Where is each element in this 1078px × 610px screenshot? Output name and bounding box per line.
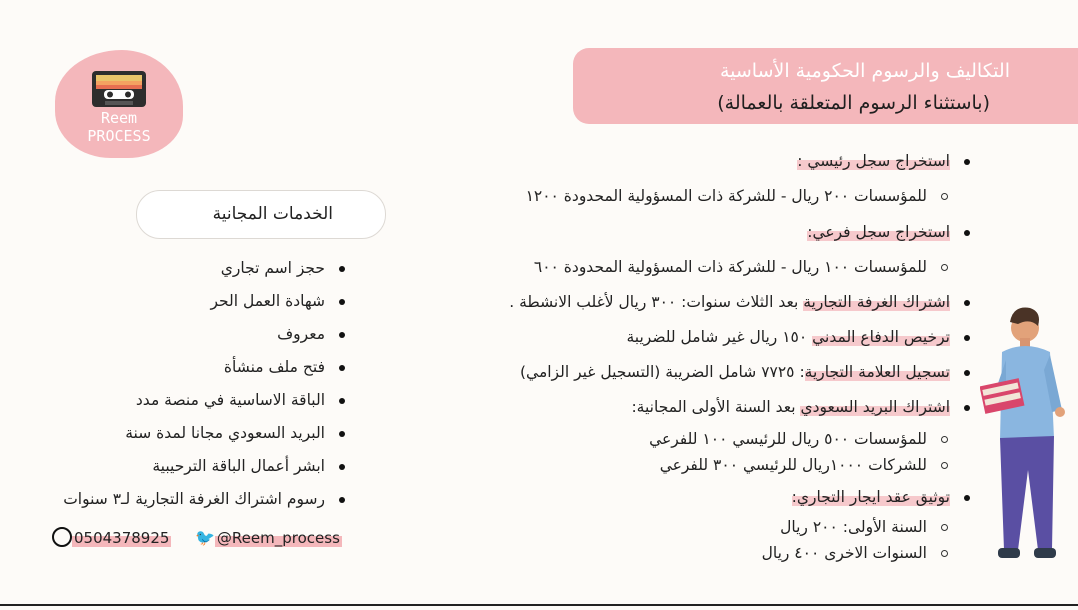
chamber-item: اشتراك الغرفة التجارية بعد الثلاث سنوات: ٣٠٠ ريال لأغلب الانشطة . [509,293,970,311]
list-item: الباقة الاساسية في منصة مدد [136,391,345,409]
civil-defense-item: ترخيص الدفاع المدني ١٥٠ ريال غير شامل للضريبة [626,328,970,346]
bullet-icon [339,299,345,305]
bullet-icon [964,495,970,501]
sub-bullet-icon [941,550,948,557]
list-item: البريد السعودي مجانا لمدة سنة [125,424,345,442]
free-services-title: الخدمات المجانية [212,204,333,224]
lease-detail-first-year: السنة الأولى: ٢٠٠ ريال [780,518,948,536]
twitter-contact[interactable]: 🐦 @Reem_process [195,528,340,547]
lease-item: توثيق عقد ايجار التجاري: [792,488,970,506]
list-item: معروف [277,325,345,343]
sub-bullet-icon [941,436,948,443]
bullet-icon [964,370,970,376]
bullet-icon [964,405,970,411]
list-item: حجز اسم تجاري [221,259,345,277]
main-record-detail: للمؤسسات ٢٠٠ ريال - للشركة ذات المسؤولية المحدودة ١٢٠٠ [526,187,948,205]
branch-record-item: استخراج سجل فرعي: [807,223,970,241]
bullet-icon [964,300,970,306]
bullet-icon [339,398,345,404]
bullet-icon [964,159,970,165]
bullet-icon [339,332,345,338]
bullet-icon [339,365,345,371]
list-item: شهادة العمل الحر [210,292,345,310]
twitter-icon: 🐦 [195,528,215,547]
bullet-icon [964,335,970,341]
whatsapp-icon [52,527,72,547]
free-services-list [30,0,345,610]
lease-detail-other-years: السنوات الاخرى ٤٠٠ ريال [762,544,948,562]
sub-bullet-icon [941,524,948,531]
bullet-icon [339,431,345,437]
sub-bullet-icon [941,264,948,271]
post-detail-companies: للشركات ١٠٠٠ريال للرئيسي ٣٠٠ للفرعي [660,456,948,474]
bullet-icon [339,497,345,503]
logo-tagline: PROCESS [87,127,151,145]
bullet-icon [964,230,970,236]
list-item: ابشر أعمال الباقة الترحيبية [152,457,345,475]
whatsapp-contact[interactable]: 0504378925 [52,528,171,548]
branch-record-detail: للمؤسسات ١٠٠ ريال - للشركة ذات المسؤولية المحدودة ٦٠٠ [534,258,948,276]
fees-list [400,0,970,610]
page-subtitle: (باستثناء الرسوم المتعلقة بالعمالة) [717,92,990,114]
person-with-money-illustration [980,300,1070,565]
post-item: اشتراك البريد السعودي بعد السنة الأولى المجانية: [631,398,970,416]
sub-bullet-icon [941,193,948,200]
bullet-icon [339,464,345,470]
post-detail-establishments: للمؤسسات ٥٠٠ ريال للرئيسي ١٠٠ للفرعي [649,430,948,448]
logo-name: Reem [100,109,138,127]
bottom-divider [0,604,1078,606]
list-item: فتح ملف منشأة [224,358,345,376]
trademark-item: تسجيل العلامة التجارية: ٧٧٢٥ شامل الضريبة (التسجيل غير الزامي) [520,363,970,381]
main-record-item: استخراج سجل رئيسي : [797,152,970,170]
list-item: رسوم اشتراك الغرفة التجارية لـ٣ سنوات [63,490,345,508]
bullet-icon [339,266,345,272]
sub-bullet-icon [941,462,948,469]
page-title: التكاليف والرسوم الحكومية الأساسية [719,60,1010,82]
